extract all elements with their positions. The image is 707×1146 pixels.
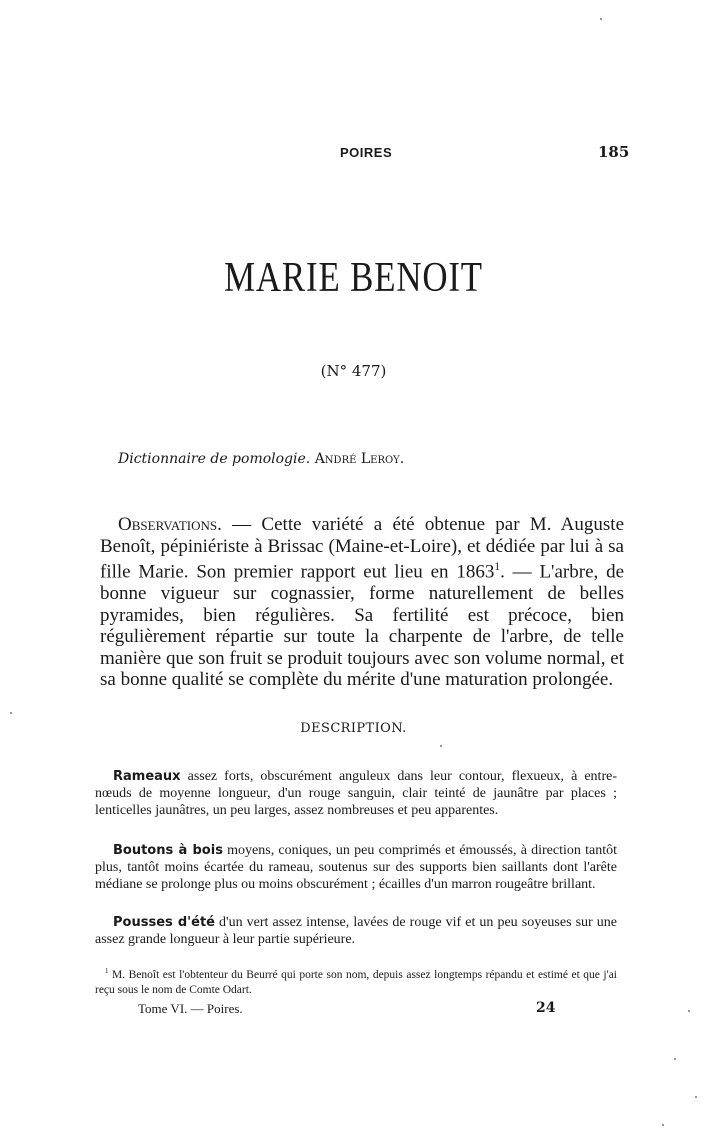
description-heading: DESCRIPTION.: [300, 721, 407, 736]
description-paragraph-boutons: [95, 842, 617, 894]
page-number: 185: [598, 143, 630, 161]
term-rameaux: Rameaux: [113, 769, 181, 784]
footnote-marker: 1: [105, 968, 109, 975]
observations-label: Observations.: [118, 514, 222, 535]
observations-paragraph: [100, 514, 624, 691]
variety-number: (N° 477): [320, 362, 387, 380]
scan-speckle: [600, 18, 602, 20]
footnote-reference: 1: [494, 561, 501, 574]
scan-speckle: [695, 1096, 697, 1098]
scan-speckle: [440, 745, 442, 747]
term-pousses: Pousses d'été: [113, 915, 215, 930]
description-text-pousses: d'un vert assez intense, lavées de rouge vif et un peu soyeuses sur une assez grande longueur à leur partie supérieure.: [95, 915, 617, 948]
scan-speckle: [662, 1124, 664, 1126]
footnote-text: M. Benoît est l'obtenteur du Beurré qui porte son nom, depuis assez longtemps répandu et estimé et que j'ai reçu sous le nom de Comte Odart.: [95, 968, 617, 996]
scan-speckle: [10, 712, 12, 714]
scan-speckle: [688, 1010, 690, 1012]
description-paragraph-rameaux: [95, 768, 617, 820]
description-paragraph-pousses: [95, 914, 617, 948]
observations-text-2: . — L'arbre, de bonne vigueur sur cognassier, forme naturellement de belles pyramides, bien régulières. Sa fertilité est précoce, bien régulièrement répartie sur toute la charpente de l'arbre, de telle manière que son fruit se produit toujours avec son volume normal, et sa bonne qualité se complète du mérite d'une maturation prolongée.: [100, 561, 624, 691]
source-work: Dictionnaire de pomologie.: [118, 451, 311, 467]
description-text-rameaux: assez forts, obscurément anguleux dans leur contour, flexueux, à entre-nœuds de moyenne longueur, d'un rouge sanguin, clair teinté de jaunâtre par places ; lenticelles jaunâtres, un peu larges, assez nombreuses et peu apparentes.: [95, 769, 617, 819]
term-boutons: Boutons à bois: [113, 843, 223, 858]
description-text-boutons: moyens, coniques, un peu comprimés et émoussés, à direction tantôt plus, tantôt moins écartée du rameau, soutenus sur des supports bien saillants dont l'arête médiane se prolonge plus ou moins obscurément ; écailles d'un marron rougeâtre brillant.: [95, 843, 617, 893]
observations-text-1: — Cette variété a été obtenue par M. Auguste Benoît, pépiniériste à Brissac (Maine-et-Loire), et dédiée par lui à sa fille Marie. Son premier rapport eut lieu en 1863: [100, 514, 624, 583]
source-citation: [118, 451, 404, 467]
signature-mark: 24: [536, 1000, 556, 1016]
scan-speckle: [674, 1058, 676, 1060]
page-title: MARIE BENOIT: [224, 255, 483, 301]
volume-line: Tome VI. — Poires.: [138, 1001, 243, 1016]
running-head: POIRES: [340, 145, 393, 160]
source-author: André Leroy.: [314, 451, 405, 467]
footnote: [95, 964, 617, 998]
